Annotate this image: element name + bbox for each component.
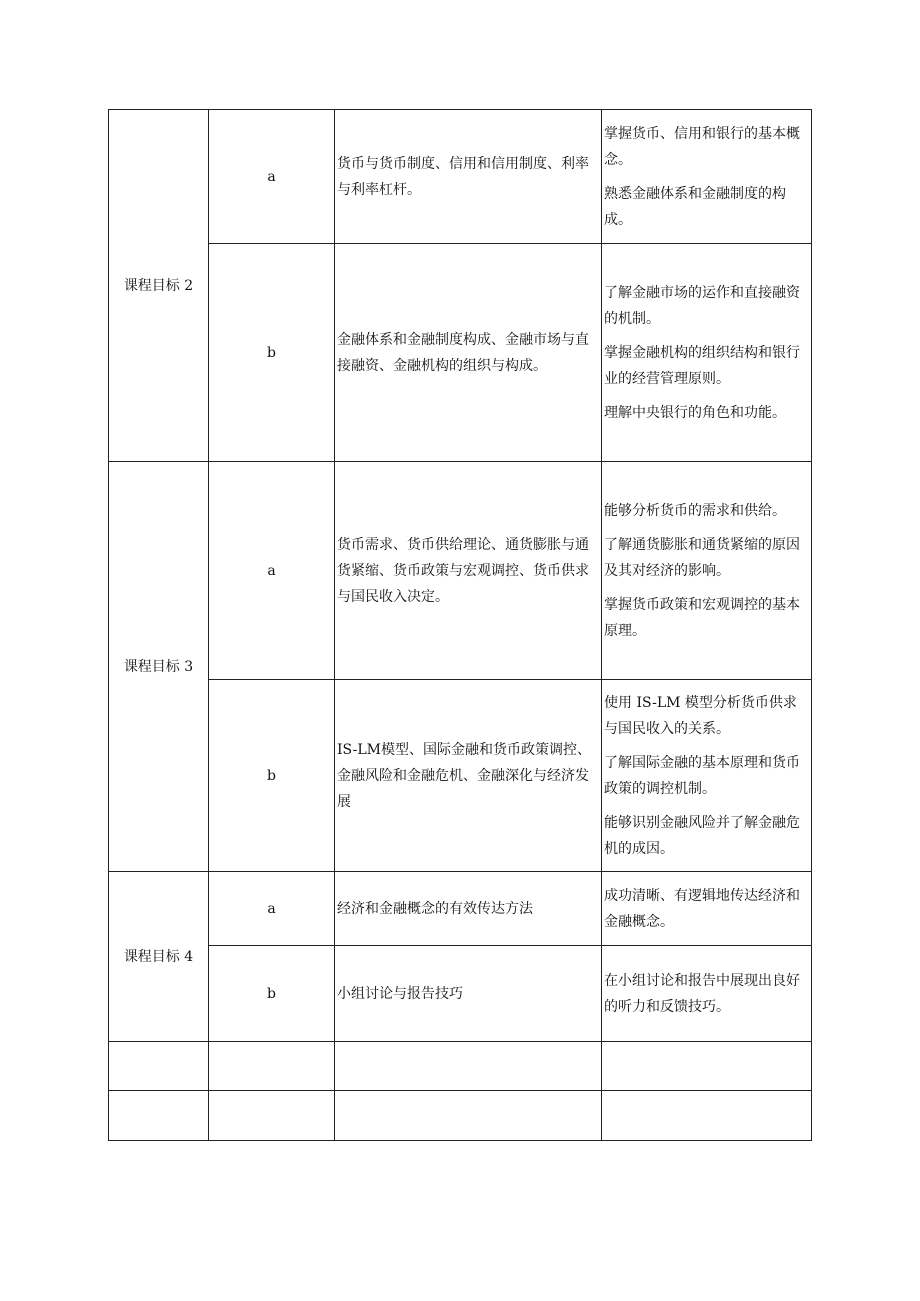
sub-item-label: b [209,946,335,1042]
table-row [109,462,812,680]
outcome-text: 在小组讨论和报告中展现出良好的听力和反馈技巧。 [604,972,800,1015]
table-row [109,680,812,872]
sub-item-label: a [209,110,335,244]
outcome-text: 了解国际金融的基本原理和货币政策的调控机制。 [604,754,800,797]
sub-item-label: b [209,680,335,872]
empty-cell [109,1042,209,1091]
empty-row [109,1091,812,1141]
outcome-text: 成功清晰、有逻辑地传达经济和金融概念。 [604,887,800,930]
outcome-cell [602,680,812,872]
sub-item-label: a [209,872,335,946]
sub-item-label: a [209,462,335,680]
empty-cell [602,1042,812,1091]
content-cell: 小组讨论与报告技巧 [335,946,602,1042]
empty-cell [209,1042,335,1091]
empty-cell [602,1091,812,1141]
outcome-text: 了解通货膨胀和通货紧缩的原因及其对经济的影响。 [604,536,800,579]
content-cell: 货币需求、货币供给理论、通货膨胀与通货紧缩、货币政策与宏观调控、货币供求与国民收入决定。 [335,462,602,680]
outcome-cell [602,872,812,946]
table-row [109,946,812,1042]
empty-cell [335,1091,602,1141]
outcome-text: 掌握金融机构的组织结构和银行业的经营管理原则。 [604,344,800,387]
empty-cell [109,1091,209,1141]
table-row [109,110,812,244]
content-cell: 货币与货币制度、信用和信用制度、利率与利率杠杆。 [335,110,602,244]
content-cell: 金融体系和金融制度构成、金融市场与直接融资、金融机构的组织与构成。 [335,244,602,462]
goal-cell: 课程目标 2 [109,110,209,462]
course-objectives-table [108,109,812,1141]
outcome-text: 掌握货币、信用和银行的基本概念。 [604,125,800,168]
outcome-text: 熟悉金融体系和金融制度的构成。 [604,185,786,228]
sub-item-label: b [209,244,335,462]
outcome-text: 了解金融市场的运作和直接融资的机制。 [604,284,800,327]
content-cell: IS-LM模型、国际金融和货币政策调控、金融风险和金融危机、金融深化与经济发展 [335,680,602,872]
outcome-cell [602,462,812,680]
outcome-text: 使用 IS-LM 模型分析货币供求与国民收入的关系。 [604,694,797,737]
outcome-cell [602,244,812,462]
goal-cell: 课程目标 3 [109,462,209,872]
table-row [109,244,812,462]
empty-row [109,1042,812,1091]
outcome-text: 能够识别金融风险并了解金融危机的成因。 [604,814,800,857]
outcome-text: 能够分析货币的需求和供给。 [604,502,786,519]
outcome-cell [602,110,812,244]
outcome-text: 掌握货币政策和宏观调控的基本原理。 [604,596,800,639]
empty-cell [209,1091,335,1141]
empty-cell [335,1042,602,1091]
outcome-cell [602,946,812,1042]
table-row [109,872,812,946]
content-cell: 经济和金融概念的有效传达方法 [335,872,602,946]
outcome-text: 理解中央银行的角色和功能。 [604,404,786,421]
goal-cell: 课程目标 4 [109,872,209,1042]
